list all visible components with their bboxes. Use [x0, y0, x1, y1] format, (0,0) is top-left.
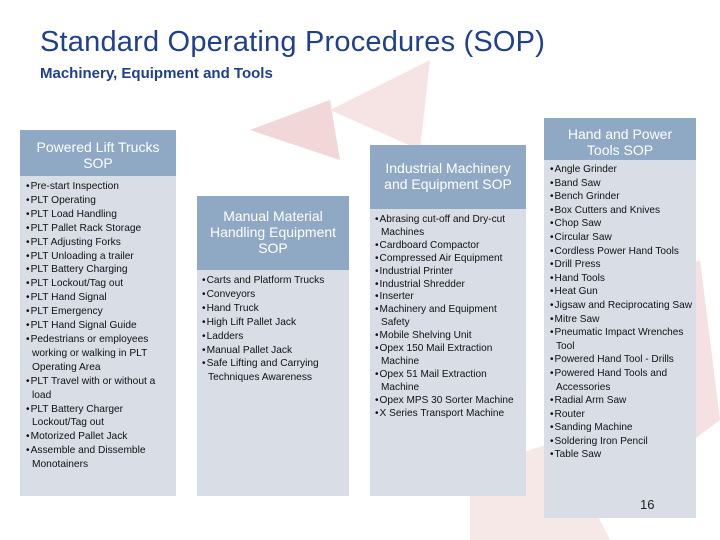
list-item: • Band Saw	[548, 177, 694, 191]
list-item: • Conveyors	[200, 288, 346, 302]
list-item: • Heat Gun	[548, 285, 694, 299]
list-item: • PLT Hand Signal Guide	[24, 319, 174, 333]
panel-heading: Powered Lift Trucks SOP	[20, 130, 176, 176]
page-number: 16	[640, 497, 655, 512]
list-item: • Compressed Air Equipment	[373, 253, 523, 266]
panel-item-list	[548, 163, 694, 462]
list-item: • Drill Press	[548, 258, 694, 272]
list-item: • PLT Load Handling	[24, 208, 174, 222]
list-item: • Abrasing cut-off and Dry-cut Machines	[373, 214, 523, 240]
list-item: • Pre-start Inspection	[24, 180, 174, 194]
list-item: • Sanding Machine	[548, 421, 694, 435]
list-item: • Cardboard Compactor	[373, 240, 523, 253]
list-item: • Opex MPS 30 Sorter Machine	[373, 395, 523, 408]
panel-item-list	[373, 214, 523, 421]
list-item: • Machinery and Equipment Safety	[373, 304, 523, 330]
list-item: • Powered Hand Tools and Accessories	[548, 367, 694, 394]
list-item: • PLT Adjusting Forks	[24, 236, 174, 250]
slide-subtitle: Machinery, Equipment and Tools	[40, 65, 273, 82]
list-item: • Angle Grinder	[548, 163, 694, 177]
list-item: • Manual Pallet Jack	[200, 344, 346, 358]
list-item: • Pneumatic Impact Wrenches Tool	[548, 326, 694, 353]
list-item: • Mitre Saw	[548, 313, 694, 327]
panel-heading: Manual Material Handling Equipment SOP	[197, 196, 349, 270]
list-item: • Jigsaw and Reciprocating Saw	[548, 299, 694, 313]
list-item: • X Series Transport Machine	[373, 408, 523, 421]
list-item: • Ladders	[200, 330, 346, 344]
list-item: • PLT Battery Charging	[24, 263, 174, 277]
list-item: • PLT Unloading a trailer	[24, 250, 174, 264]
panel-heading: Industrial Machinery and Equipment SOP	[370, 145, 526, 209]
list-item: • PLT Operating	[24, 194, 174, 208]
list-item: • Safe Lifting and Carrying Techniques Awareness	[200, 357, 346, 385]
list-item: • Powered Hand Tool - Drills	[548, 353, 694, 367]
panel-industrial-machinery	[370, 145, 526, 496]
list-item: • PLT Emergency	[24, 305, 174, 319]
list-item: • Hand Truck	[200, 302, 346, 316]
list-item: • PLT Pallet Rack Storage	[24, 222, 174, 236]
panel-heading: Hand and Power Tools SOP	[544, 118, 696, 160]
list-item: • Bench Grinder	[548, 190, 694, 204]
list-item: • Motorized Pallet Jack	[24, 430, 174, 444]
list-item: • Carts and Platform Trucks	[200, 274, 346, 288]
panel-powered-lift-trucks	[20, 130, 176, 496]
slide-title: Standard Operating Procedures (SOP)	[40, 26, 546, 58]
list-item: • Table Saw	[548, 448, 694, 462]
list-item: • Industrial Shredder	[373, 279, 523, 292]
list-item: • High Lift Pallet Jack	[200, 316, 346, 330]
list-item: • PLT Lockout/Tag out	[24, 277, 174, 291]
list-item: • Opex 150 Mail Extraction Machine	[373, 343, 523, 369]
panel-hand-and-power-tools	[544, 118, 696, 518]
list-item: • PLT Hand Signal	[24, 291, 174, 305]
list-item: • Box Cutters and Knives	[548, 204, 694, 218]
list-item: • Industrial Printer	[373, 266, 523, 279]
list-item: • Cordless Power Hand Tools	[548, 245, 694, 259]
list-item: • Opex 51 Mail Extraction Machine	[373, 369, 523, 395]
list-item: • Assemble and Dissemble Monotainers	[24, 444, 174, 472]
panel-item-list	[200, 274, 346, 385]
list-item: • Pedestrians or employees working or walking in PLT Operating Area	[24, 333, 174, 375]
list-item: • Circular Saw	[548, 231, 694, 245]
list-item: • Mobile Shelving Unit	[373, 330, 523, 343]
list-item: • Soldering Iron Pencil	[548, 435, 694, 449]
list-item: • Chop Saw	[548, 217, 694, 231]
panel-item-list	[24, 180, 174, 472]
list-item: • Radial Arm Saw	[548, 394, 694, 408]
list-item: • Inserter	[373, 291, 523, 304]
panel-manual-material-handling	[197, 196, 349, 496]
list-item: • PLT Battery Charger Lockout/Tag out	[24, 403, 174, 431]
list-item: • Router	[548, 408, 694, 422]
list-item: • PLT Travel with or without a load	[24, 375, 174, 403]
list-item: • Hand Tools	[548, 272, 694, 286]
